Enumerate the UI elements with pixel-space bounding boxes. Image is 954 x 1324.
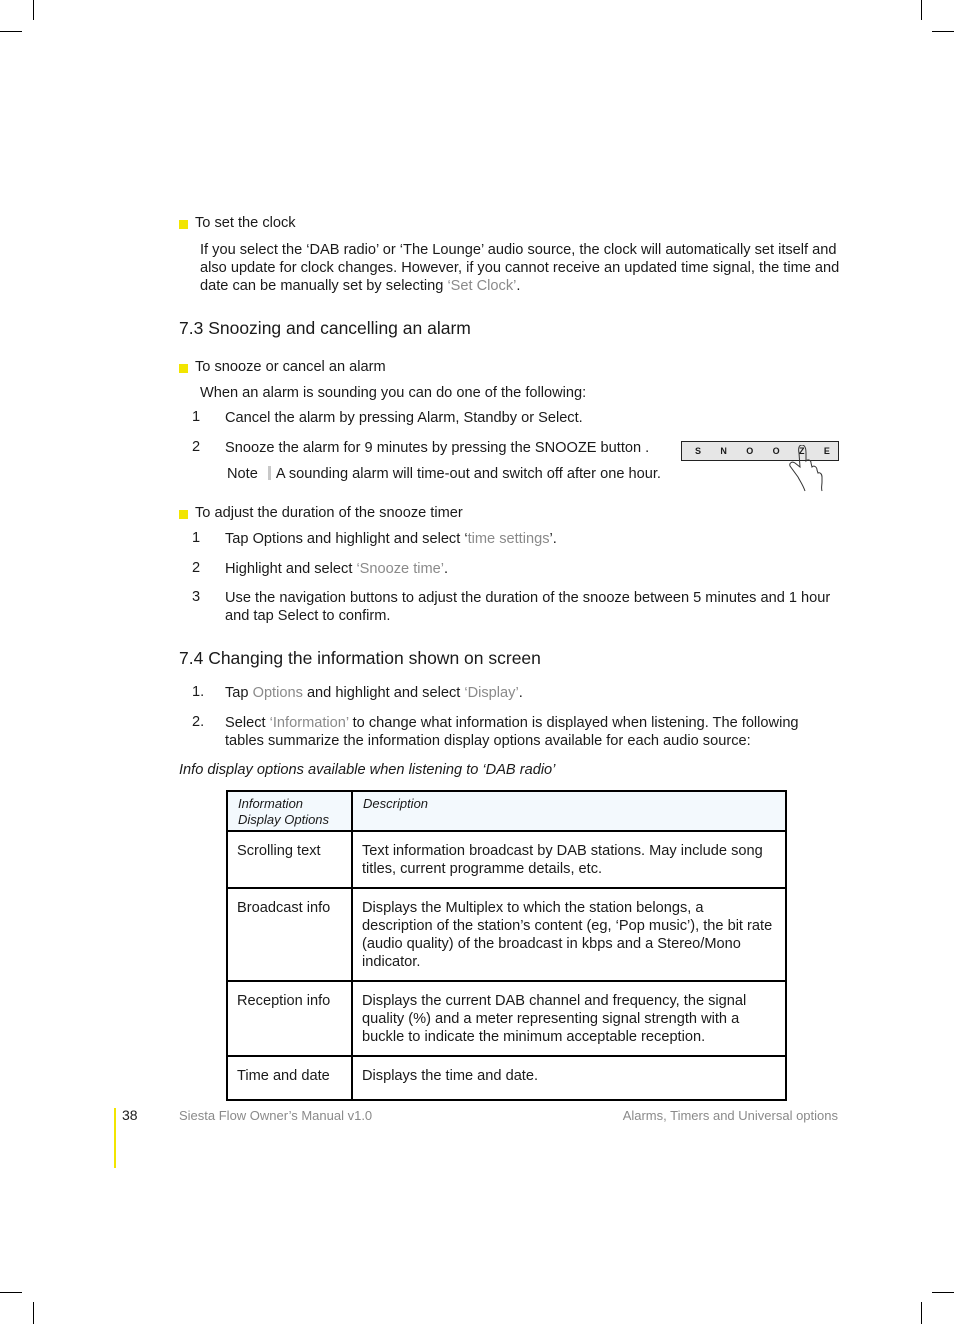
set-clock-heading: To set the clock xyxy=(195,215,296,231)
snooze-letter: O xyxy=(772,446,780,456)
crop-mark xyxy=(932,31,954,32)
snooze-intro: When an alarm is sounding you can do one of the following: xyxy=(200,385,587,401)
manual-title: Siesta Flow Owner’s Manual v1.0 xyxy=(179,1108,373,1123)
table-row xyxy=(227,1056,786,1100)
table-cell-option: Scrolling text xyxy=(227,831,352,888)
snooze-heading: To snooze or cancel an alarm xyxy=(195,359,386,375)
snooze-letter: Z xyxy=(799,446,805,456)
step-number: 2. xyxy=(192,714,205,730)
step-text: Tap Options and highlight and select ‘Display’. xyxy=(225,685,523,701)
set-clock-paragraph: If you select the ‘DAB radio’ or ‘The Lounge’ audio source, the clock will automatically set itself and also update for clock changes. However, if you cannot receive an updated time signal, the time and date can be manually set by selecting ‘Set Clock’. xyxy=(200,242,840,294)
table-cell-description: Displays the Multiplex to which the station belongs, a description of the station’s content (eg, ‘Pop music’), the bit rate (audio quality) of the broadcast in kbps and a Stereo/Mono indicator. xyxy=(352,888,786,981)
table-row xyxy=(227,831,786,888)
table-header-cell: Information Display Options xyxy=(227,791,352,831)
note-divider xyxy=(268,466,271,480)
note-label: Note xyxy=(227,466,258,482)
snooze-letter: E xyxy=(823,446,830,456)
step-text: Select ‘Information’ to change what information is displayed when listening. The following tables summarize the information display options available for each audio source: xyxy=(225,715,799,749)
step-number: 1 xyxy=(192,409,201,425)
section-7-4-title: 7.4 Changing the information shown on screen xyxy=(179,648,541,668)
duration-heading: To adjust the duration of the snooze timer xyxy=(195,505,463,521)
crop-mark xyxy=(932,1292,954,1293)
section-7-3-title: 7.3 Snoozing and cancelling an alarm xyxy=(179,318,471,338)
chapter-title: Alarms, Timers and Universal options xyxy=(622,1108,838,1123)
footer-accent-bar xyxy=(114,1108,116,1168)
table-cell-description: Displays the current DAB channel and frequency, the signal quality (%) and a meter representing signal strength with a buckle to indicate the minimum acceptable reception. xyxy=(352,981,786,1056)
step-text: Snooze the alarm for 9 minutes by pressing the SNOOZE button . xyxy=(225,440,650,456)
step-text: Use the navigation buttons to adjust the duration of the snooze between 5 minutes and 1 hour and tap Select to confirm. xyxy=(225,590,831,624)
step-text: Tap Options and highlight and select ‘time settings’. xyxy=(225,531,557,547)
set-clock-link: ‘Set Clock’ xyxy=(447,278,517,294)
table-cell-option: Broadcast info xyxy=(227,888,352,981)
table-row xyxy=(227,888,786,981)
table-cell-option: Reception info xyxy=(227,981,352,1056)
snooze-letter: S xyxy=(695,446,702,456)
bullet-icon xyxy=(179,220,188,229)
crop-mark xyxy=(0,31,22,32)
step-text: Highlight and select ‘Snooze time’. xyxy=(225,561,449,577)
bullet-icon xyxy=(179,510,188,519)
crop-mark xyxy=(0,1292,22,1293)
table-cell-description: Text information broadcast by DAB stations. May include song titles, current programme details, etc. xyxy=(352,831,786,888)
crop-mark xyxy=(33,0,34,20)
snooze-button-illustration xyxy=(681,441,842,492)
crop-mark xyxy=(921,0,922,20)
crop-mark xyxy=(921,1302,922,1324)
note xyxy=(227,466,661,482)
step-number: 1. xyxy=(192,684,205,700)
step-number: 2 xyxy=(192,439,201,455)
step-number: 1 xyxy=(192,530,201,546)
table-header-row xyxy=(227,791,786,831)
info-display-table xyxy=(226,790,787,1101)
page-number: 38 xyxy=(122,1107,138,1123)
step-number: 3 xyxy=(192,589,201,605)
table-caption: Info display options available when listening to ‘DAB radio’ xyxy=(179,762,556,778)
note-text: A sounding alarm will time-out and switch off after one hour. xyxy=(275,466,661,482)
snooze-letter: O xyxy=(746,446,754,456)
bullet-icon xyxy=(179,364,188,373)
table-row xyxy=(227,981,786,1056)
table-cell-description: Displays the time and date. xyxy=(352,1056,786,1100)
step-text: Cancel the alarm by pressing Alarm, Standby or Select. xyxy=(225,410,583,426)
hand-pointer-icon xyxy=(781,445,826,492)
table-header-cell: Description xyxy=(352,791,786,831)
crop-mark xyxy=(33,1302,34,1324)
step-number: 2 xyxy=(192,560,201,576)
snooze-letter: N xyxy=(720,446,727,456)
table-cell-option: Time and date xyxy=(227,1056,352,1100)
